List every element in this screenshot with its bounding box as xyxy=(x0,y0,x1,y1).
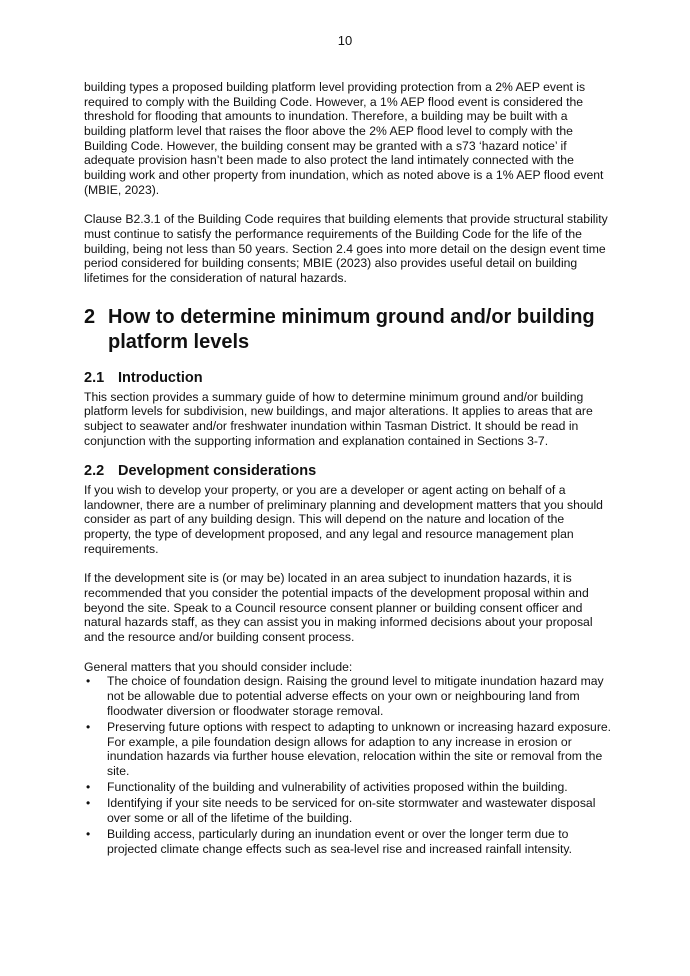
paragraph-clause-b2: Clause B2.3.1 of the Building Code requires that building elements that provide structural stability must continue to satisfy the performance requirements of the Building Code for the life of the building, being not less than 50 years. Section 2.4 goes into more detail on the design event time period considered for building consents; MBIE (2023) also provides useful detail on building lifetimes for the consideration of natural hazards. xyxy=(84,212,608,285)
list-item: • Functionality of the building and vulnerability of activities proposed within the building. xyxy=(86,779,568,794)
section-heading xyxy=(84,305,612,355)
subsection-title: Development considerations xyxy=(118,463,317,480)
bullet-icon: • xyxy=(86,826,91,841)
list-item: • The choice of foundation design. Raising the ground level to mitigate inundation hazard may not be allowable due to potential adverse effects on your own or neighbouring land from floodwater diversion or floodwater storage removal. xyxy=(86,674,604,718)
bullet-icon: • xyxy=(86,779,91,794)
list-item: • Preserving future options with respect to adapting to unknown or increasing hazard exposure. For example, a pile foundation design allows for adaption to any increase in erosion or inundation hazards via further house elevation, relocation within the site or removal from the site. xyxy=(86,719,612,778)
paragraph-introduction: This section provides a summary guide of how to determine minimum ground and/or building platform levels for subdivision, new buildings, and major alterations. It applies to areas that are subject to seawater and/or freshwater inundation within Tasman District. It should be read in conjunction with the supporting information and explanation contained in Sections 3-7. xyxy=(84,389,593,448)
paragraph-inundation-hazards: If the development site is (or may be) located in an area subject to inundation hazards, it is recommended that you consider the potential impacts of the development proposal within and beyond the site. Speak to a Council resource consent planner or building consent officer and natural hazards staff, as they can assist you in making informed decisions about your proposal and the resource and/or building consent process. xyxy=(84,571,593,645)
list-item: • Building access, particularly during an inundation event or over the longer term due to projected climate change effects such as sea-level rise and increased rainfall intensity. xyxy=(86,826,572,856)
paragraph-develop-property: If you wish to develop your property, or you are a developer or agent acting on behalf of a landowner, there are a number of preliminary planning and development matters that you should consider as part of any building design. This will depend on the nature and location of the property, the type of development proposed, and any legal and resource management plan requirements. xyxy=(84,483,603,556)
considerations-list xyxy=(84,674,612,856)
section-title: How to determine minimum ground and/or building platform levels xyxy=(108,305,595,353)
page-number: 10 xyxy=(337,33,353,48)
subsection-heading-introduction xyxy=(84,369,612,387)
bullet-icon: • xyxy=(86,719,91,734)
section-number: 2 xyxy=(84,305,96,328)
document-body xyxy=(84,80,612,858)
list-item: • Identifying if your site needs to be serviced for on-site stormwater and wastewater disposal over some or all of the lifetime of the building. xyxy=(86,796,596,825)
bullet-icon: • xyxy=(86,674,91,689)
subsection-heading-development xyxy=(84,462,612,480)
subsection-title: Introduction xyxy=(118,369,203,386)
list-intro: General matters that you should consider include: xyxy=(84,659,353,674)
bullet-icon: • xyxy=(86,796,91,811)
subsection-number: 2.1 xyxy=(84,369,105,386)
subsection-number: 2.2 xyxy=(84,463,105,480)
paragraph-building-code-aep: building types a proposed building platform level providing protection from a 2% AEP event is required to comply with the Building Code. However, a 1% AEP flood event is considered the threshold for flooding that amounts to inundation. Therefore, a building may be built with a building platform level that raises the floor above the 2% AEP flood level to comply with the Building Code. However, the building consent may be granted with a s73 ‘hazard notice’ if adequate provision hasn’t been made to also protect the land intimately connected with the building work and other property from inundation, which as noted above is a 1% AEP flood event (MBIE, 2023). xyxy=(84,80,604,197)
